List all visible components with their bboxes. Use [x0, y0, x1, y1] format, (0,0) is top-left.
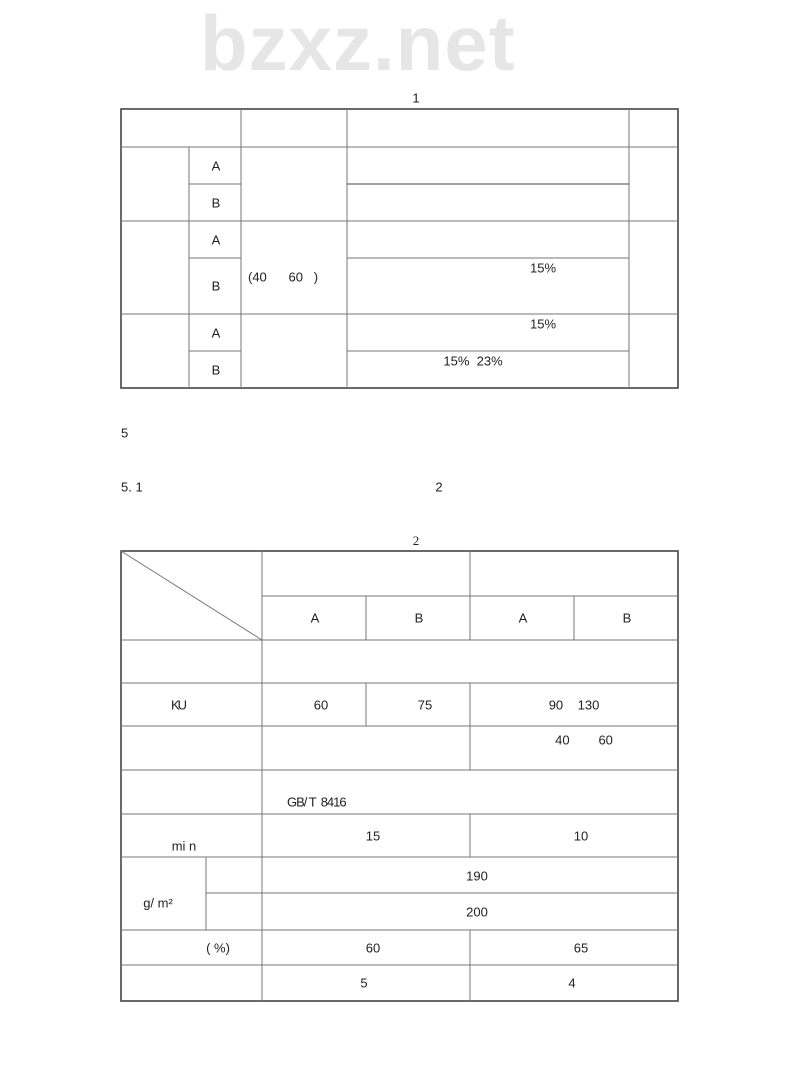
ku-value: 60	[313, 697, 329, 713]
percent-unit: ( %)	[206, 940, 230, 956]
grade-cell: B	[211, 195, 221, 211]
time-value: 15	[365, 828, 381, 844]
header-grade: A	[518, 610, 528, 626]
last-value: 4	[568, 975, 576, 991]
value-cell: 15% 23%	[443, 353, 503, 369]
mass-value: 190	[466, 868, 488, 884]
value-cell: 15%	[529, 316, 557, 332]
mass-value: 200	[466, 904, 488, 920]
header-grade: B	[622, 610, 632, 626]
standard-ref: GB/ T 8416	[287, 794, 346, 810]
value-cell: 15%	[529, 260, 557, 276]
table1-caption: 1	[412, 90, 420, 106]
percent-value: 65	[573, 940, 589, 956]
time-value: 10	[573, 828, 589, 844]
grade-cell: A	[211, 325, 221, 341]
time-unit: mi n	[171, 838, 197, 854]
grade-cell: A	[211, 158, 221, 174]
percent-value: 60	[365, 940, 381, 956]
range-value: 40 60	[555, 732, 613, 748]
header-grade: B	[414, 610, 424, 626]
grade-cell: B	[211, 362, 221, 378]
table2-caption: 2	[412, 533, 420, 548]
ku-label: KU	[170, 697, 186, 713]
section-number: 5	[121, 425, 129, 441]
ku-value: 75	[417, 697, 433, 713]
last-value: 5	[360, 975, 368, 991]
mass-unit: g/ m²	[143, 895, 173, 911]
header-grade: A	[310, 610, 320, 626]
grade-cell: A	[211, 232, 221, 248]
subsection-table-ref: 2	[435, 479, 443, 495]
ku-value: 90 130	[548, 697, 600, 713]
grade-cell: B	[211, 278, 221, 294]
range-cell: (40 60 )	[248, 269, 319, 285]
subsection-number: 5. 1	[121, 479, 143, 495]
watermark: bzxz.net	[200, 0, 516, 87]
